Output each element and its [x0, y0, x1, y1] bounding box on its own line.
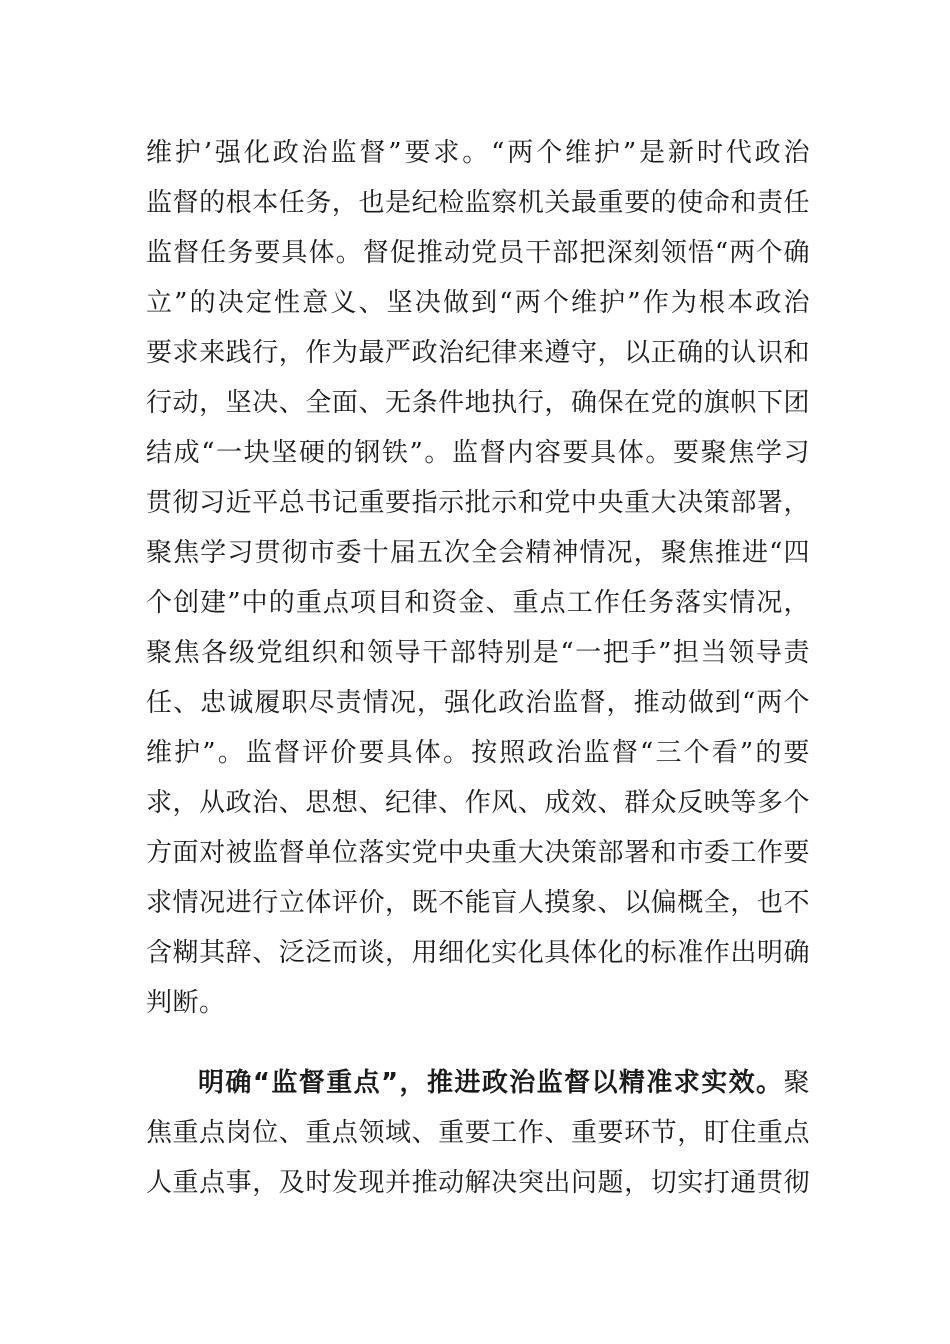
text-line: 个创建”中的重点项目和资金、重点工作任务落实情况，	[146, 588, 810, 618]
text-line: 行动，坚决、全面、无条件地执行，确保在党的旗帜下团	[146, 388, 810, 418]
text-line: 求情况进行立体评价，既不能盲人摸象、以偏概全，也不	[146, 888, 810, 918]
text-line: 求，从政治、思想、纪律、作风、成效、群众反映等多个	[146, 788, 810, 818]
text-line: 立”的决定性意义、坚决做到“两个维护”作为根本政治	[146, 288, 810, 318]
text-line: 要求来践行，作为最严政治纪律来遵守，以正确的认识和	[146, 338, 810, 368]
paragraph-heading: 明确“监督重点”，推进政治监督以精准求实效。	[198, 1068, 784, 1098]
text-line: 方面对被监督单位落实党中央重大决策部署和市委工作要	[146, 838, 810, 868]
paragraph-supervision-focus	[146, 1058, 810, 1208]
text-line: 任、忠诚履职尽责情况，强化政治监督，推动做到“两个	[146, 688, 810, 718]
text-line: 监督的根本任务，也是纪检监察机关最重要的使命和责任	[146, 188, 810, 218]
text-line: 贯彻习近平总书记重要指示批示和党中央重大决策部署，	[146, 488, 810, 518]
text-line: 维护”。监督评价要具体。按照政治监督“三个看”的要	[146, 738, 810, 768]
text-fragment: 聚	[783, 1068, 810, 1098]
text-line: 焦重点岗位、重点领域、重要工作、重要环节，盯住重点	[146, 1118, 810, 1148]
text-line: 维护’强化政治监督”要求。“两个维护”是新时代政治	[146, 138, 810, 168]
text-line: 结成“一块坚硬的钢铁”。监督内容要具体。要聚焦学习	[146, 438, 810, 468]
text-line: 监督任务要具体。督促推动党员干部把深刻领悟“两个确	[146, 238, 810, 268]
text-line: 含糊其辞、泛泛而谈，用细化实化具体化的标准作出明确	[146, 938, 810, 968]
text-line: 聚焦学习贯彻市委十届五次全会精神情况，聚焦推进“四	[146, 538, 810, 568]
text-line: 判断。	[146, 988, 226, 1018]
text-line: 人重点事，及时发现并推动解决突出问题，切实打通贯彻	[146, 1168, 810, 1198]
paragraph-political-supervision	[146, 128, 810, 1028]
text-line: 聚焦各级党组织和领导干部特别是“一把手”担当领导责	[146, 638, 810, 668]
text-line	[146, 1058, 810, 1108]
